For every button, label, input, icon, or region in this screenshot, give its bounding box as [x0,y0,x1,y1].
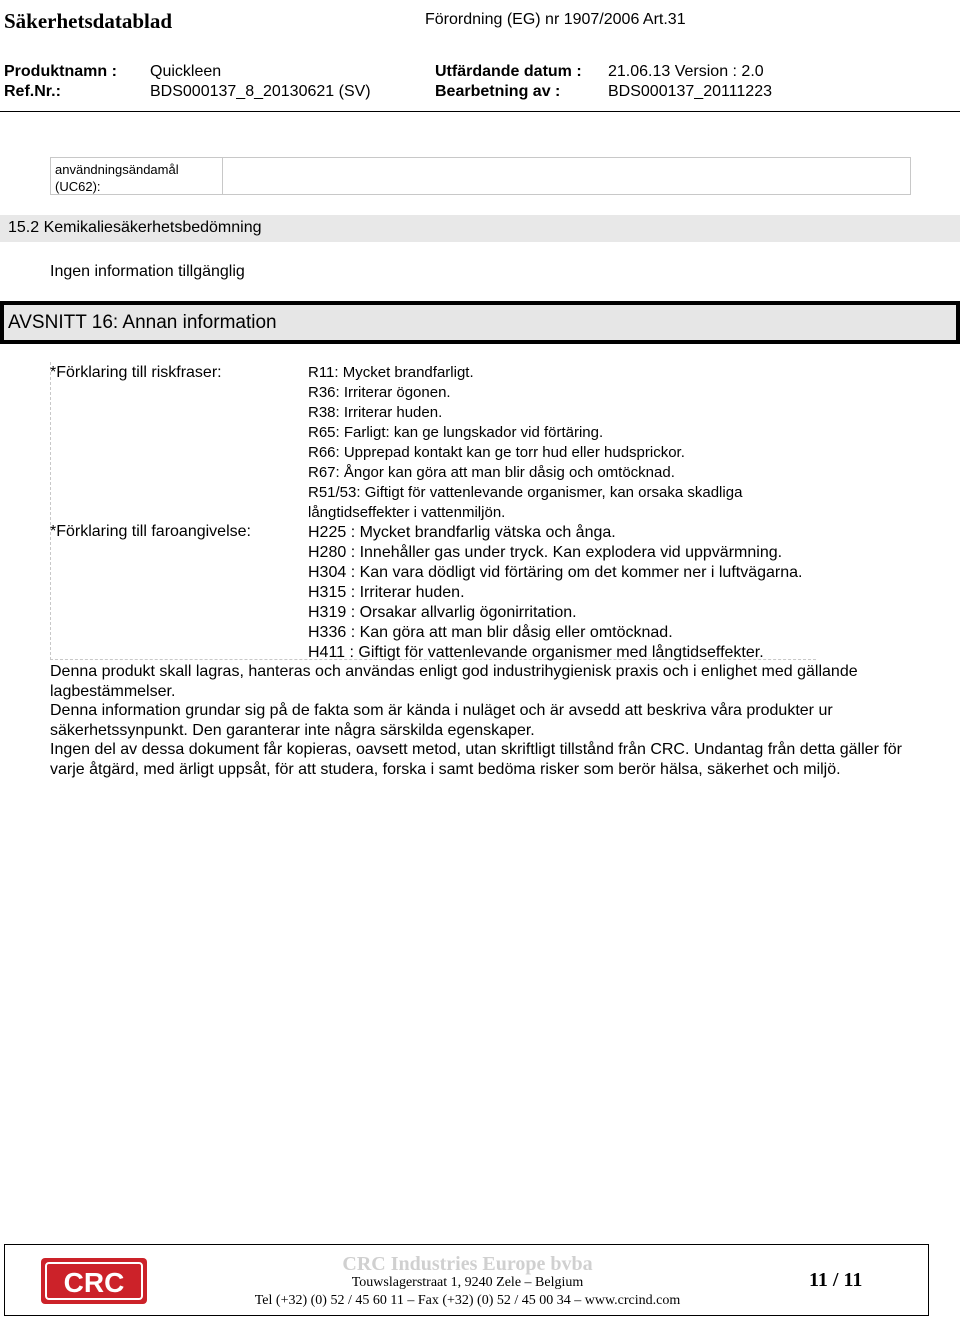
risk-phrase: R11: Mycket brandfarligt. [308,364,474,381]
page-number: 11 / 11 [809,1269,863,1291]
hazard-statement: H336 : Kan göra att man blir dåsig eller omtöcknad. [308,624,673,641]
ref-value: BDS000137_8_20130621 (SV) [150,83,371,100]
use-label-cell [51,158,223,194]
no-info-text: Ingen information tillgänglig [50,263,245,280]
copyright-paragraph: Ingen del av dessa dokument får kopieras, oavsett metod, utan skriftligt tillstånd från CRC. Undantag från detta gäller för varje åtgärd, med ärligt uppsåt, för att studera, forska i samt bedöma risker som berör hälsa, säkerhet och miljö. [50,741,903,778]
issue-date-value: 21.06.13 Version : 2.0 [608,63,764,80]
risk-phrase: R38: Irriterar huden. [308,404,443,421]
section-heading: AVSNITT 16: Annan information [8,312,277,333]
logo-text: CRC [63,1267,125,1298]
company-name: CRC Industries Europe bvba [342,1253,593,1275]
hazard-statements-label: *Förklaring till faroangivelse: [50,523,251,540]
information-paragraph: Denna information grundar sig på de fakta som är kända i nuläget och är avsedd att beskriva våra produkter ur säkerhetssynpunkt. Den garanterar inte några särskilda egenskaper. [50,702,833,739]
hazard-statement: H315 : Irriterar huden. [308,584,465,601]
use-label-line2: (UC62): [55,179,101,194]
company-address: Touwslagerstraat 1, 9240 Zele – Belgium [351,1275,584,1290]
revision-value: BDS000137_20111223 [608,83,772,100]
regulation-text: Förordning (EG) nr 1907/2006 Art.31 [425,11,686,28]
ref-label: Ref.Nr.: [4,83,61,100]
section-heading-inner [4,305,956,340]
revision-label: Bearbetning av : [435,83,561,100]
product-name-label: Produktnamn : [4,63,117,80]
use-table [50,157,911,195]
header-divider [0,111,960,112]
product-name-value: Quickleen [150,63,222,80]
page-footer [4,1244,929,1316]
risk-phrase: R65: Farligt: kan ge lungskador vid förtäring. [308,424,604,441]
company-contact: Tel (+32) (0) 52 / 45 60 11 – Fax (+32) (0) 52 / 45 00 34 – www.crcind.com [254,1293,681,1308]
issue-date-label: Utfärdande datum : [435,63,582,80]
subsection-heading-band [0,215,960,242]
hazard-statement: H411 : Giftigt för vattenlevande organismer med långtidseffekter. [308,644,764,661]
risk-phrase: R66: Upprepad kontakt kan ge torr hud eller hudsprickor. [308,444,685,461]
risk-phrase: R36: Irriterar ögonen. [308,384,451,401]
risk-phrase: långtidseffekter i vattenmiljön. [308,504,506,521]
document-title: Säkerhetsdatablad [4,9,173,33]
use-label-line1: användningsändamål [55,162,179,177]
hazard-statements-list [308,523,802,663]
hazard-statement: H225 : Mycket brandfarlig vätska och ånga. [308,524,616,541]
risk-phrases-label: *Förklaring till riskfraser: [50,364,222,381]
section-heading-band [0,301,960,344]
risk-phrases-list [308,363,742,523]
disclaimer-paragraphs [50,662,910,779]
risk-phrase: R67: Ångor kan göra att man blir dåsig och omtöcknad. [308,464,675,481]
hazard-statement: H280 : Innehåller gas under tryck. Kan explodera vid uppvärmning. [308,544,783,561]
storage-paragraph: Denna produkt skall lagras, hanteras och användas enligt god industrihygienisk praxis och i enlighet med gällande lagbestämmelser. [50,663,858,700]
risk-phrase: R51/53: Giftigt för vattenlevande organismer, kan orsaka skadliga [308,484,743,501]
hazard-statement: H304 : Kan vara dödligt vid förtäring om det kommer ner i luftvägarna. [308,564,803,581]
hazard-statement: H319 : Orsakar allvarlig ögonirritation. [308,604,577,621]
subsection-heading: 15.2 Kemikaliesäkerhetsbedömning [8,219,262,236]
